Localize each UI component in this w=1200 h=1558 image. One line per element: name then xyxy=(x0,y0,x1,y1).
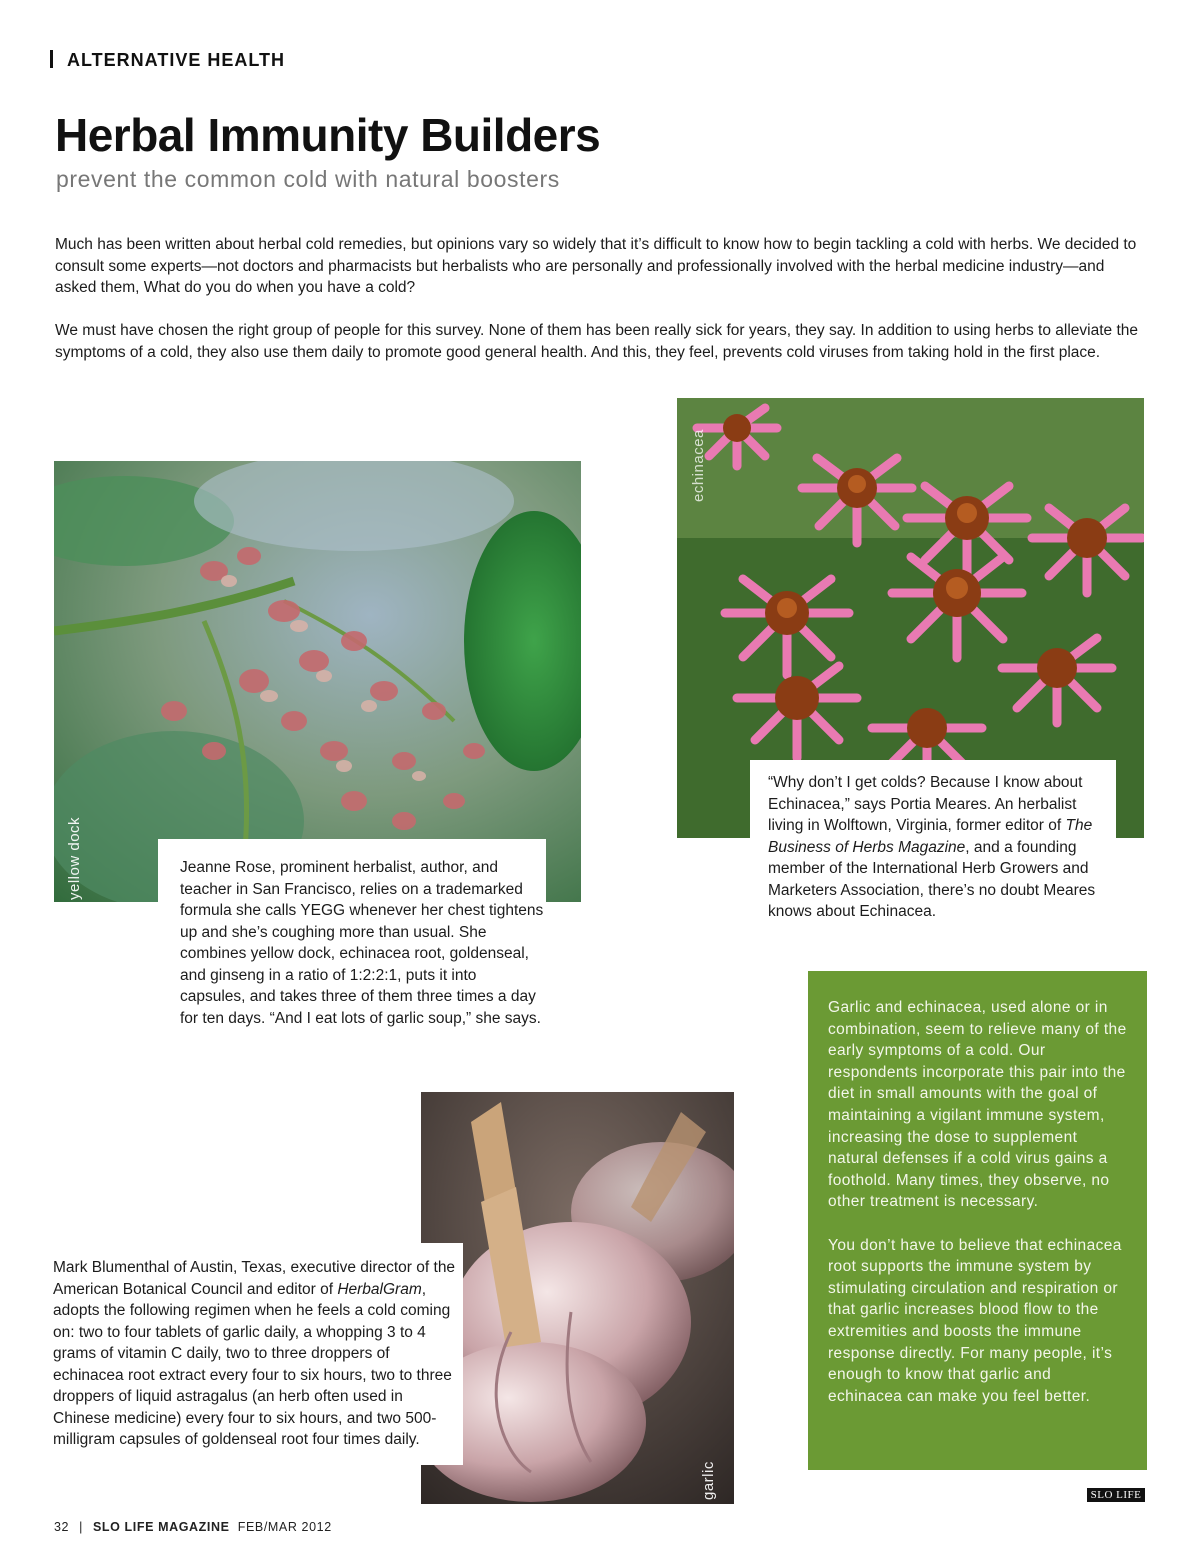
echinacea-label: echinacea xyxy=(690,429,707,502)
blumenthal-text-before: Mark Blumenthal of Austin, Texas, executive director of the American Botanical Council and editor of xyxy=(53,1259,456,1298)
section-bar xyxy=(50,50,53,68)
page-footer xyxy=(54,1520,332,1534)
section-label xyxy=(50,50,285,71)
sidebar-paragraph-2: You don’t have to believe that echinacea root supports the immune system by stimulating circulation and respiration or that garlic increases blood flow to the extremities and boosts the immune response directly. For many people, it’s enough to know that garlic and echinacea can make you feel better. xyxy=(828,1236,1122,1405)
meares-text-before: “Why don’t I get colds? Because I know about Echinacea,” says Portia Meares. An herbalist living in Wolftown, Virginia, former editor of xyxy=(768,774,1083,834)
jeanne-rose-box xyxy=(158,839,546,1039)
jeanne-rose-text: Jeanne Rose, prominent herbalist, author, and teacher in San Francisco, relies on a trademarked formula she calls YEGG whenever her chest tightens up and she’s coughing more than usual. She combines yellow dock, echinacea root, goldenseal, and ginseng in a ratio of 1:2:2:1, puts it into capsules, and takes three of them three times a day for ten days. “And I eat lots of garlic soup,” she says. xyxy=(180,859,544,1027)
garlic-label: garlic xyxy=(700,1461,717,1500)
magazine-name: SLO LIFE MAGAZINE xyxy=(92,1520,230,1534)
blumenthal-text-after: , adopts the following regimen when he feels a cold coming on: two to four tablets of garlic daily, a whopping 3 to 4 grams of vitamin C daily, two to three droppers of echinacea root extract every four to six hours, two to three droppers of liquid astragalus (an herb often used in Chinese medicine) every four to six hours, and two 500-milligram capsules of goldenseal root four times daily. xyxy=(53,1280,452,1448)
yellow-dock-label: yellow dock xyxy=(66,816,83,900)
blumenthal-publication: HerbalGram xyxy=(337,1280,422,1298)
meares-box xyxy=(750,760,1116,931)
sidebar-paragraph-1: Garlic and echinacea, used alone or in combination, seem to relieve many of the early symptoms of a cold. Our respondents incorporate this pair into the diet in small amounts with the goal of maintaining a vigilant immune system, increasing the dose to supplement natural defenses if a cold virus gains a foothold. Many times, they observe, no other treatment is necessary. xyxy=(828,999,1127,1211)
article-title: Herbal Immunity Builders xyxy=(55,109,601,161)
blumenthal-box xyxy=(40,1243,463,1465)
garlic-photo xyxy=(421,1092,734,1504)
green-sidebar xyxy=(808,971,1147,1470)
footer-separator: | xyxy=(79,1520,83,1534)
slo-life-logo: SLO LIFE xyxy=(1087,1488,1145,1502)
article-subtitle: prevent the common cold with natural boosters xyxy=(56,166,560,192)
meares-text-after: , and a founding member of the International Herb Growers and Marketers Association, there’s no doubt Meares knows about Echinacea. xyxy=(768,838,1096,920)
intro-paragraph-2: We must have chosen the right group of people for this survey. None of them has been really sick for years, they say. In addition to using herbs to alleviate the symptoms of a cold, they also use them daily to promote good general health. And this, they feel, prevents cold viruses from taking hold in the first place. xyxy=(55,322,1139,361)
yellow-dock-photo xyxy=(54,461,581,902)
page-number: 32 xyxy=(54,1520,70,1534)
section-label-text: ALTERNATIVE HEALTH xyxy=(67,50,285,70)
intro-paragraph-1: Much has been written about herbal cold remedies, but opinions vary so widely that it’s difficult to know how to begin tackling a cold with herbs. We decided to consult some experts—not doctors and pharmacists but herbalists who are personally and professionally involved with the herbal medicine industry—and asked them, What do you do when you have a cold? xyxy=(55,236,1137,296)
meares-magazine-title: The Business of Herbs Magazine xyxy=(768,817,1093,856)
issue-date: FEB/MAR 2012 xyxy=(237,1520,332,1534)
